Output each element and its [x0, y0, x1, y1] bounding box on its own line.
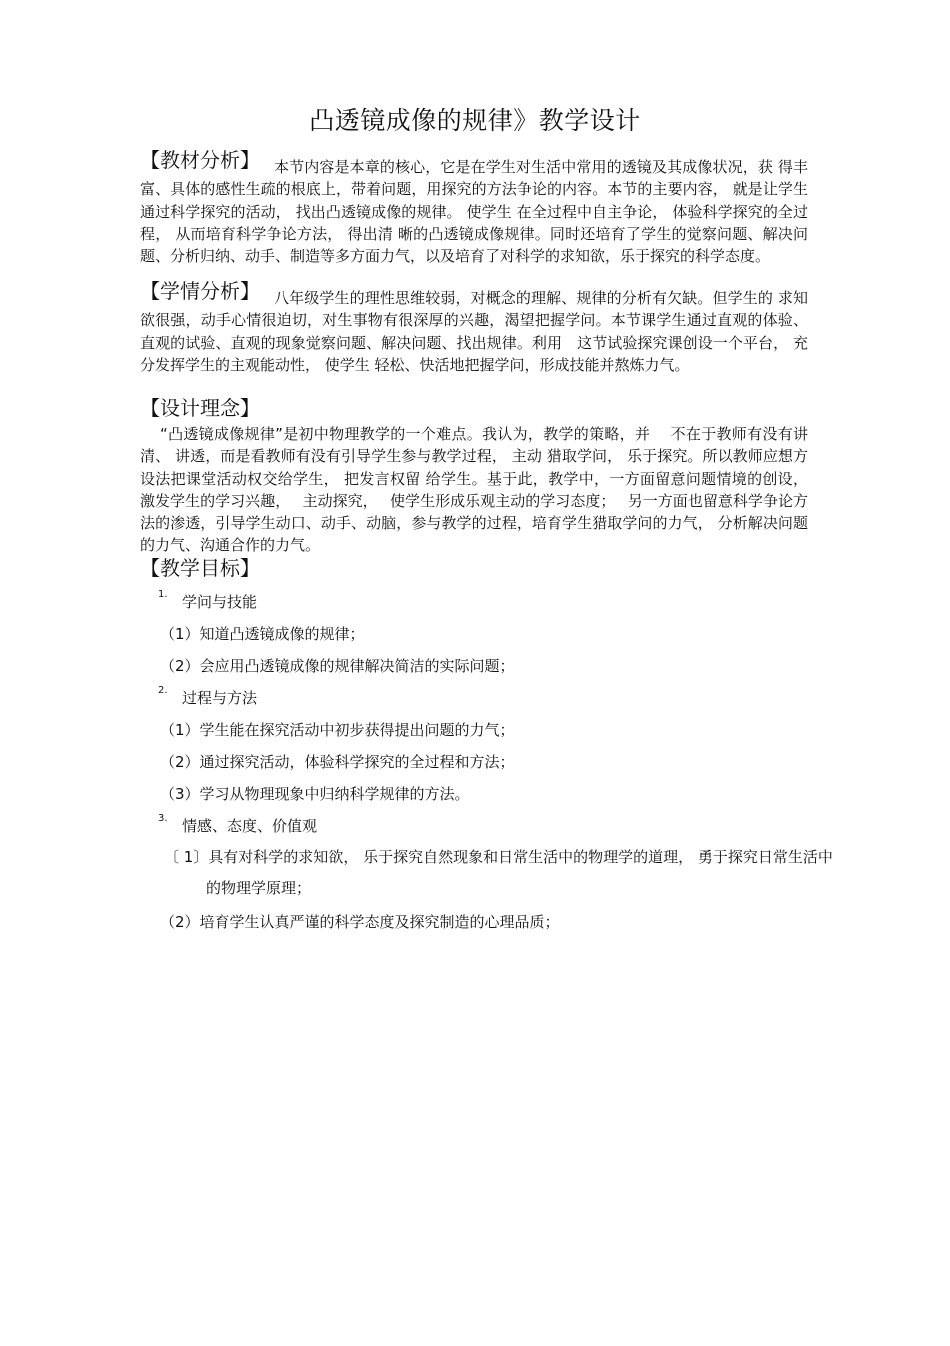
section-body-learner-analysis: 八年级学生的理性思维较弱，对概念的理解、规律的分析有欠缺。但学生的 求知欲很强，动手心情很迫切，对生事物有很深厚的兴趣，渴望把握学问。本节课学生通过直观的体验、直观的试验、直观的现象觉察问题、解决问题、找出规律。利用 这节试验探究课创设一个平台， 充分发挥学生的主观能动性， 使学生 轻松、快活地把握学问，形成技能并熬炼力气。: [140, 289, 808, 374]
goal-item: （2）会应用凸透镜成像的规律解决简洁的实际问题；: [160, 657, 515, 675]
goal-group-title: 过程与方法: [182, 689, 258, 707]
goal-item: （1）学生能在探究活动中初步获得提出问题的力气；: [160, 721, 515, 739]
goal-item: （3）学习从物理现象中归纳科学规律的方法。: [160, 785, 470, 803]
document-title: 凸透镜成像的规律》教学设计: [309, 106, 641, 135]
section-heading-design-concept: 【设计理念】: [140, 396, 260, 420]
goal-group-number: 3.: [158, 813, 168, 824]
section-design-concept: [140, 396, 808, 557]
goal-item: （1）知道凸透镜成像的规律；: [160, 625, 365, 643]
section-heading-teaching-goals: 【教学目标】: [140, 556, 260, 580]
goal-item: 〔 1〕具有对科学的求知欲， 乐于探究自然现象和日常生活中的物理学的道理， 勇于探究日常生活中的物理学原理；: [164, 848, 833, 897]
section-textbook-analysis: [140, 148, 808, 267]
goal-item: （2）通过探究活动，体验科学探究的全过程和方法；: [160, 753, 515, 771]
section-learner-analysis: [140, 279, 808, 376]
section-body-design-concept: “凸透镜成像规律”是初中物理教学的一个难点。我认为，教学的策略，并 不在于教师有没有讲清、 讲透，而是看教师有没有引导学生参与教学过程， 主动 猎取学问， 乐于探究。所以教师应想方设法把课堂活动权交给学生， 把发言权留 给学生。基于此，教学中，一方面留意问题情境的创设，激发学生的学习兴趣， 主动探究， 使学生形成乐观主动的学习态度； 另一方面也留意科学争论方法的渗透，引导学生动口、动手、动脑，参与教学的过程，培育学生猎取学问的力气， 分析解决问题的力气、沟通合作的力气。: [140, 425, 808, 555]
section-teaching-goals: [140, 556, 808, 580]
goal-group-number: 1.: [158, 589, 168, 600]
goal-group-title: 学问与技能: [182, 593, 258, 611]
goal-group-title: 情感、态度、价值观: [182, 817, 318, 835]
section-heading-learner-analysis: 【学情分析】: [140, 279, 260, 303]
goal-group-number: 2.: [158, 685, 168, 696]
section-heading-textbook-analysis: 【教材分析】: [140, 148, 260, 172]
section-body-textbook-analysis: 本节内容是本章的核心，它是在学生对生活中常用的透镜及其成像状况，获 得丰富、具体的感性生疏的根底上，带着问题，用探究的方法争论的内容。本节的主要内容， 就是让学生通过科学探究的活动， 找出凸透镜成像的规律。 使学生 在全过程中自主争论， 体验科学探究的全过程， 从而培育科学争论方法， 得出清 晰的凸透镜成像规律。同时还培育了学生的觉察问题、解决问题、分析归纳、动手、制造等多方面力气，以及培育了对科学的求知欲，乐于探究的科学态度。: [140, 158, 808, 266]
goal-item: （2）培育学生认真严谨的科学态度及探究制造的心理品质；: [160, 913, 560, 931]
